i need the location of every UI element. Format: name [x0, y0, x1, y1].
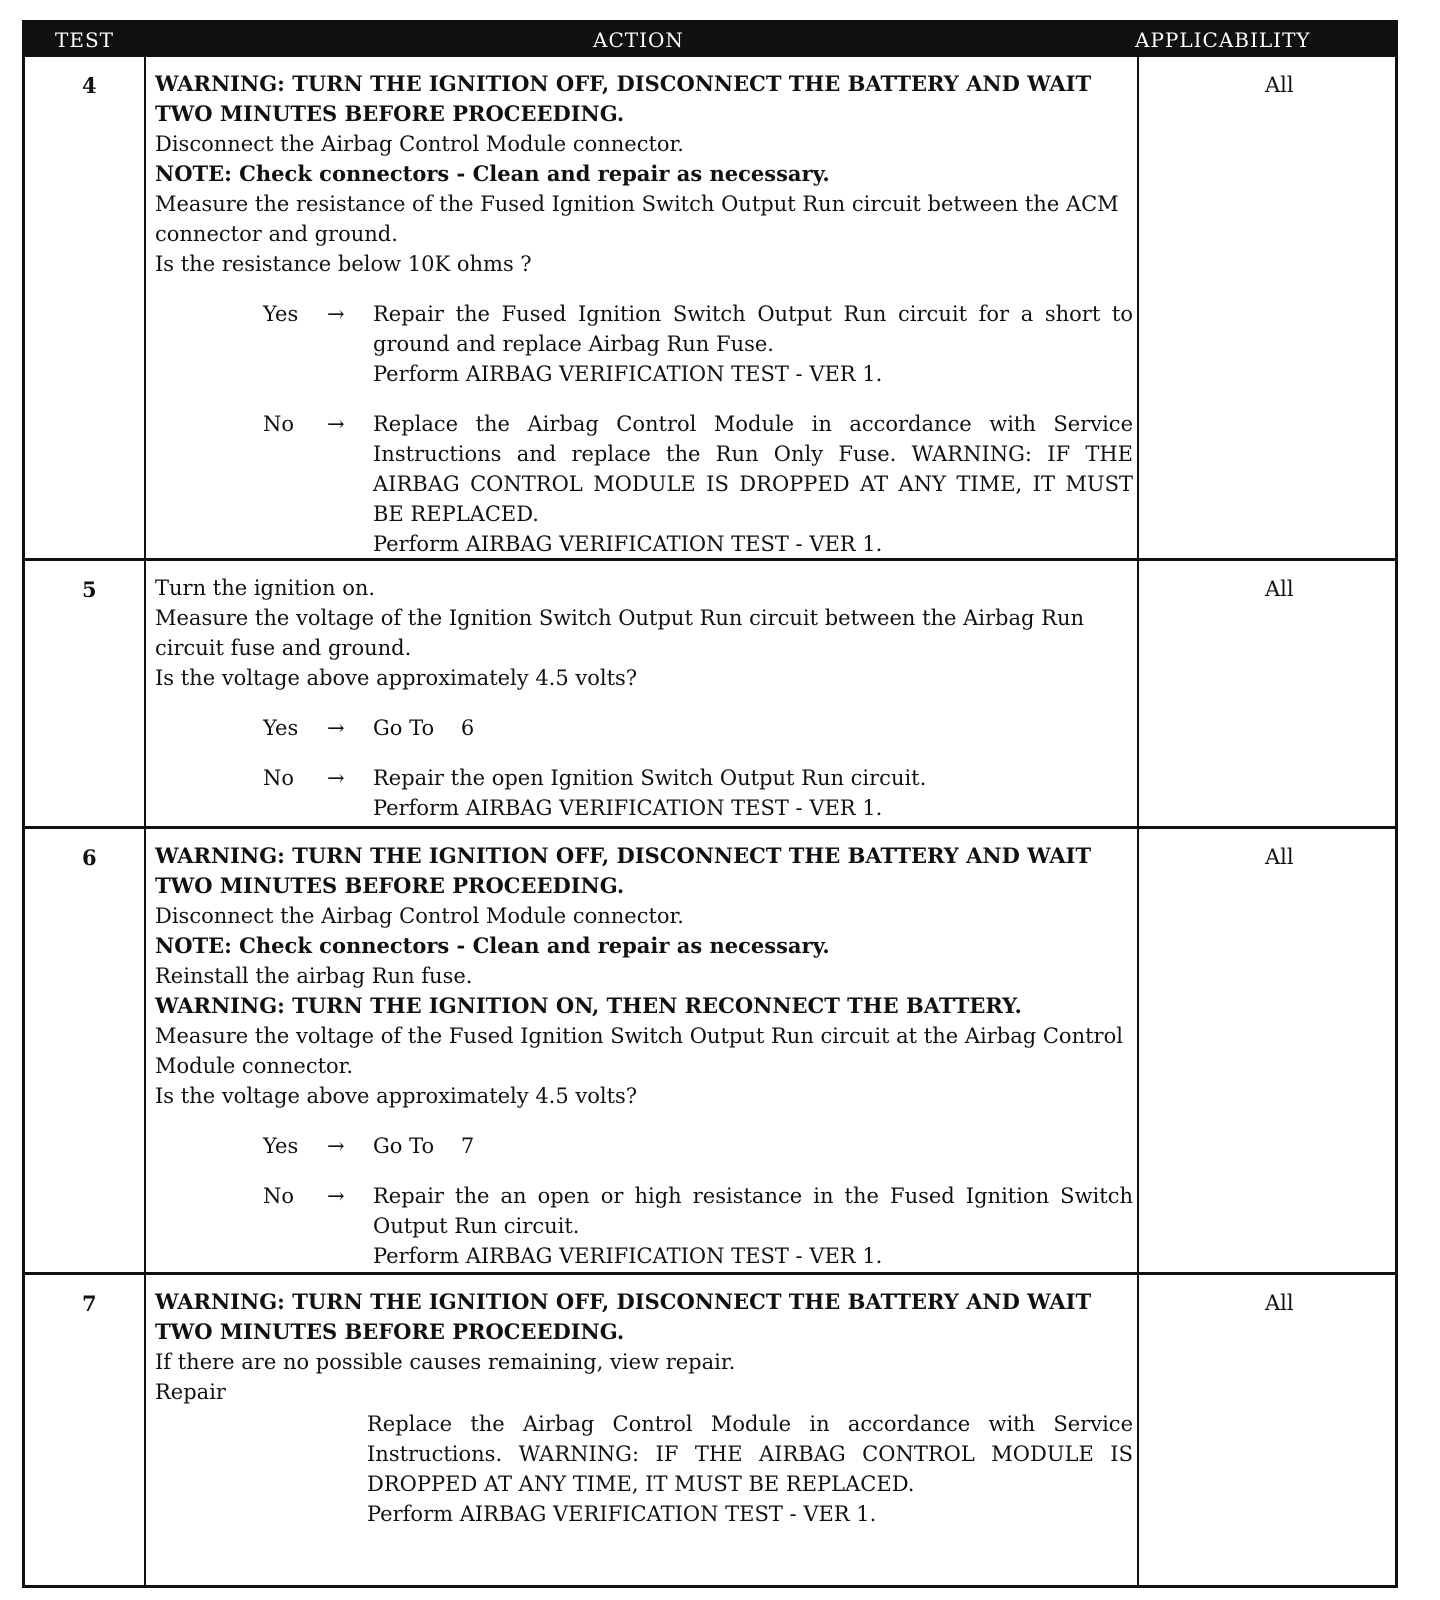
repair-verify: Perform AIRBAG VERIFICATION TEST - VER 1. — [367, 1502, 877, 1526]
no-action: Repair the an open or high resistance in the Fused Ignition Switch Output Run circuit. — [373, 1184, 1133, 1238]
instruction-text: Measure the voltage of the Fused Ignition Switch Output Run circuit at the Airbag Control Module connector. — [155, 1024, 1123, 1078]
question-text: Is the voltage above approximately 4.5 volts? — [155, 1084, 638, 1108]
instruction-text: If there are no possible causes remaining, view repair. — [155, 1350, 736, 1374]
note-text: NOTE: Check connectors - Clean and repair as necessary. — [155, 933, 830, 958]
action-cell — [155, 69, 1133, 559]
no-verify: Perform AIRBAG VERIFICATION TEST - VER 1. — [373, 1244, 883, 1268]
warning-text: WARNING: TURN THE IGNITION ON, THEN RECONNECT THE BATTERY. — [155, 993, 1022, 1018]
table-row-test-6 — [25, 829, 1395, 1275]
header-action: ACTION — [593, 28, 684, 52]
column-divider — [144, 57, 146, 1585]
instruction-text: Turn the ignition on. — [155, 576, 376, 600]
goto-link[interactable]: Go To 7 — [373, 1134, 475, 1158]
yes-option — [155, 713, 1133, 743]
repair-action — [367, 1409, 1133, 1529]
applicability-value: All — [1265, 845, 1294, 869]
yes-label: Yes — [263, 302, 299, 326]
procedure-table — [22, 20, 1398, 1588]
no-option — [155, 409, 1133, 559]
arrow-icon: → — [327, 302, 345, 326]
warning-text: WARNING: TURN THE IGNITION OFF, DISCONNECT THE BATTERY AND WAIT TWO MINUTES BEFORE PROCEEDING. — [155, 1289, 1092, 1344]
question-text: Is the voltage above approximately 4.5 volts? — [155, 666, 638, 690]
instruction-text: Disconnect the Airbag Control Module connector. — [155, 132, 684, 156]
no-option — [155, 763, 1133, 823]
note-text: NOTE: Check connectors - Clean and repair as necessary. — [155, 161, 830, 186]
applicability-value: All — [1265, 73, 1294, 97]
header-test: TEST — [55, 28, 114, 52]
yes-label: Yes — [263, 1134, 299, 1158]
yes-action: Repair the Fused Ignition Switch Output Run circuit for a short to ground and replace Airbag Run Fuse. — [373, 302, 1133, 356]
no-verify: Perform AIRBAG VERIFICATION TEST - VER 1. — [373, 796, 883, 820]
applicability-value: All — [1265, 1291, 1294, 1315]
table-header — [25, 23, 1395, 57]
no-label: No — [263, 766, 295, 790]
instruction-text: Disconnect the Airbag Control Module connector. — [155, 904, 684, 928]
no-label: No — [263, 1184, 295, 1208]
action-cell — [155, 1287, 1133, 1529]
header-applicability: APPLICABILITY — [1135, 28, 1311, 52]
arrow-icon: → — [327, 412, 345, 436]
warning-text: WARNING: TURN THE IGNITION OFF, DISCONNECT THE BATTERY AND WAIT TWO MINUTES BEFORE PROCEEDING. — [155, 71, 1092, 126]
yes-option — [155, 299, 1133, 389]
instruction-text: Measure the voltage of the Ignition Switch Output Run circuit between the Airbag Run circuit fuse and ground. — [155, 606, 1085, 660]
arrow-icon: → — [327, 766, 345, 790]
table-row-test-5 — [25, 561, 1395, 829]
applicability-value: All — [1265, 577, 1294, 601]
arrow-icon: → — [327, 1134, 345, 1158]
arrow-icon: → — [327, 716, 345, 740]
no-verify: Perform AIRBAG VERIFICATION TEST - VER 1. — [373, 532, 883, 556]
test-number: 7 — [82, 1291, 97, 1316]
yes-label: Yes — [263, 716, 299, 740]
action-cell — [155, 841, 1133, 1271]
no-action: Repair the open Ignition Switch Output Run circuit. — [373, 766, 927, 790]
no-label: No — [263, 412, 295, 436]
no-action: Replace the Airbag Control Module in accordance with Service Instructions and replace the Run Only Fuse. WARNING: IF THE AIRBAG CONTROL MODULE IS DROPPED AT ANY TIME, IT MUST BE REPLACED. — [373, 412, 1133, 526]
test-number: 4 — [82, 73, 97, 98]
table-row-test-7 — [25, 1275, 1395, 1585]
table-row-test-4 — [25, 57, 1395, 561]
repair-label: Repair — [155, 1380, 226, 1404]
test-number: 5 — [82, 577, 97, 602]
column-divider — [1137, 57, 1139, 1585]
test-number: 6 — [82, 845, 97, 870]
instruction-text: Reinstall the airbag Run fuse. — [155, 964, 473, 988]
no-option — [155, 1181, 1133, 1271]
action-cell — [155, 573, 1133, 823]
arrow-icon: → — [327, 1184, 345, 1208]
warning-text: WARNING: TURN THE IGNITION OFF, DISCONNECT THE BATTERY AND WAIT TWO MINUTES BEFORE PROCEEDING. — [155, 843, 1092, 898]
yes-option — [155, 1131, 1133, 1161]
repair-text: Replace the Airbag Control Module in accordance with Service Instructions. WARNING: IF THE AIRBAG CONTROL MODULE IS DROPPED AT ANY TIME, IT MUST BE REPLACED. — [367, 1412, 1133, 1496]
yes-verify: Perform AIRBAG VERIFICATION TEST - VER 1. — [373, 362, 883, 386]
question-text: Is the resistance below 10K ohms ? — [155, 252, 532, 276]
goto-link[interactable]: Go To 6 — [373, 716, 475, 740]
instruction-text: Measure the resistance of the Fused Ignition Switch Output Run circuit between the ACM connector and ground. — [155, 192, 1119, 246]
